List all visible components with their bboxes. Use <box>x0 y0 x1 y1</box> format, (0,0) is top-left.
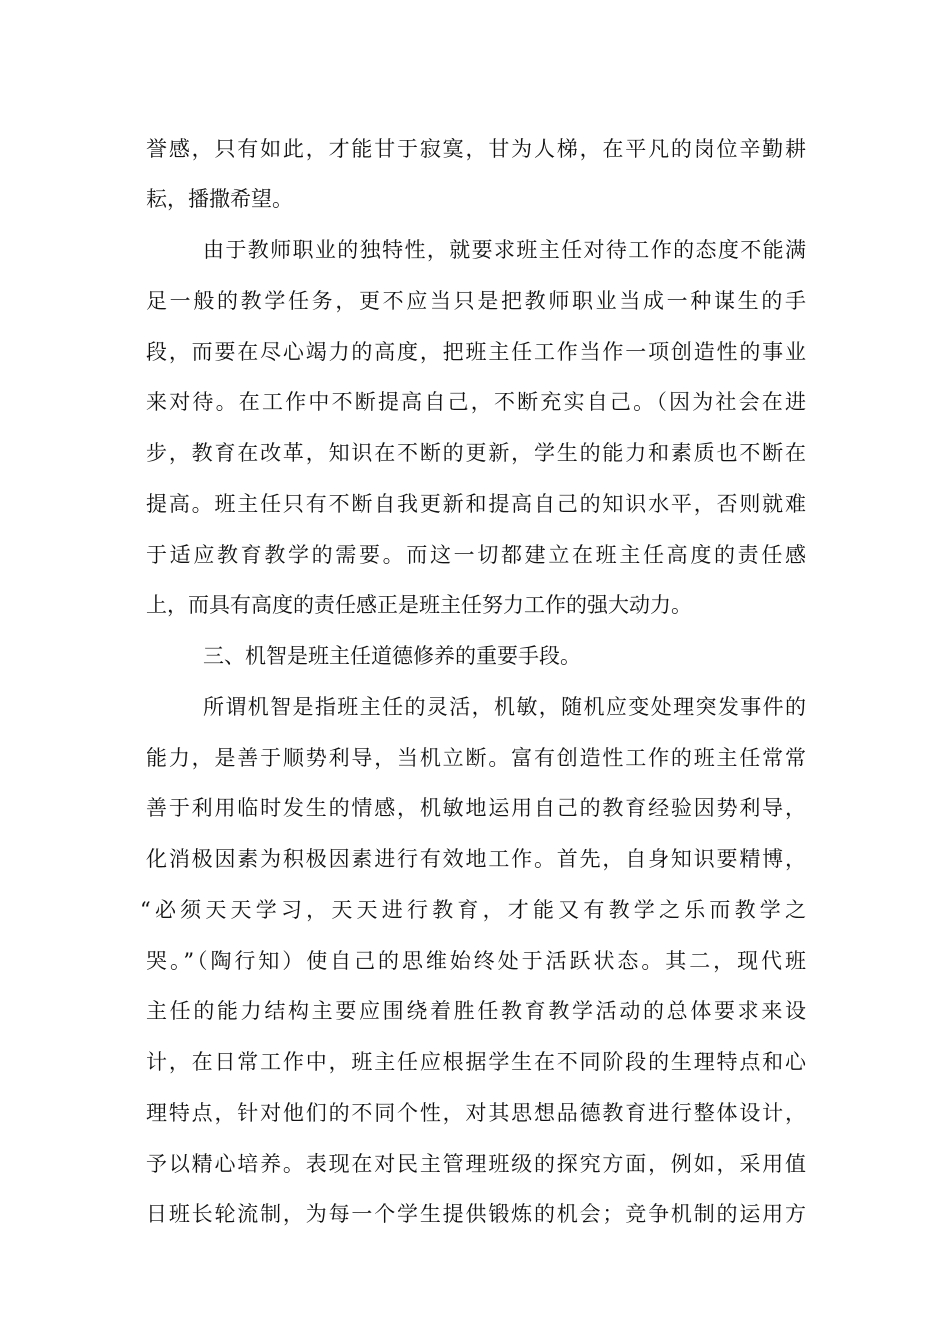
text-line: 提高。班主任只有不断自我更新和提高自己的知识水平，否则就难 <box>146 492 806 516</box>
text-line: 予以精心培养。表现在对民主管理班级的探究方面，例如，采用值 <box>146 1152 806 1176</box>
text-line: 誉感，只有如此，才能甘于寂寞，甘为人梯，在平凡的岗位辛勤耕 <box>146 137 806 161</box>
text-line: 段，而要在尽心竭力的高度，把班主任工作当作一项创造性的事业 <box>146 340 806 364</box>
section-heading: 三、机智是班主任道德修养的重要手段。 <box>203 644 581 668</box>
paragraph-first-line: 所谓机智是指班主任的灵活，机敏，随机应变处理突发事件的 <box>203 695 806 719</box>
text-line: 主任的能力结构主要应围绕着胜任教育教学活动的总体要求来设 <box>146 999 806 1023</box>
text-line: 哭。”（陶行知）使自己的思维始终处于活跃状态。其二，现代班 <box>146 949 806 973</box>
text-line: 日班长轮流制，为每一个学生提供锻炼的机会；竞争机制的运用方 <box>146 1202 806 1226</box>
text-line: 善于利用临时发生的情感，机敏地运用自己的教育经验因势利导， <box>146 796 806 820</box>
text-line: 步，教育在改革，知识在不断的更新，学生的能力和素质也不断在 <box>146 441 806 465</box>
text-line: 计，在日常工作中，班主任应根据学生在不同阶段的生理特点和心 <box>146 1050 806 1074</box>
text-line: 足一般的教学任务，更不应当只是把教师职业当成一种谋生的手 <box>146 289 806 313</box>
paragraph-first-line: 由于教师职业的独特性，就要求班主任对待工作的态度不能满 <box>203 238 806 262</box>
text-line: 上，而具有高度的责任感正是班主任努力工作的强大动力。 <box>146 593 692 617</box>
text-line: 化消极因素为积极因素进行有效地工作。首先，自身知识要精博， <box>146 847 806 871</box>
text-line: “必须天天学习，天天进行教育，才能又有教学之乐而教学之 <box>140 898 806 922</box>
text-line: 理特点，针对他们的不同个性，对其思想品德教育进行整体设计， <box>146 1101 806 1125</box>
text-line: 耘，播撒希望。 <box>146 187 293 211</box>
text-line: 能力，是善于顺势利导，当机立断。富有创造性工作的班主任常常 <box>146 746 806 770</box>
text-line: 来对待。在工作中不断提高自己，不断充实自己。（因为社会在进 <box>146 390 806 414</box>
text-line: 于适应教育教学的需要。而这一切都建立在班主任高度的责任感 <box>146 543 806 567</box>
